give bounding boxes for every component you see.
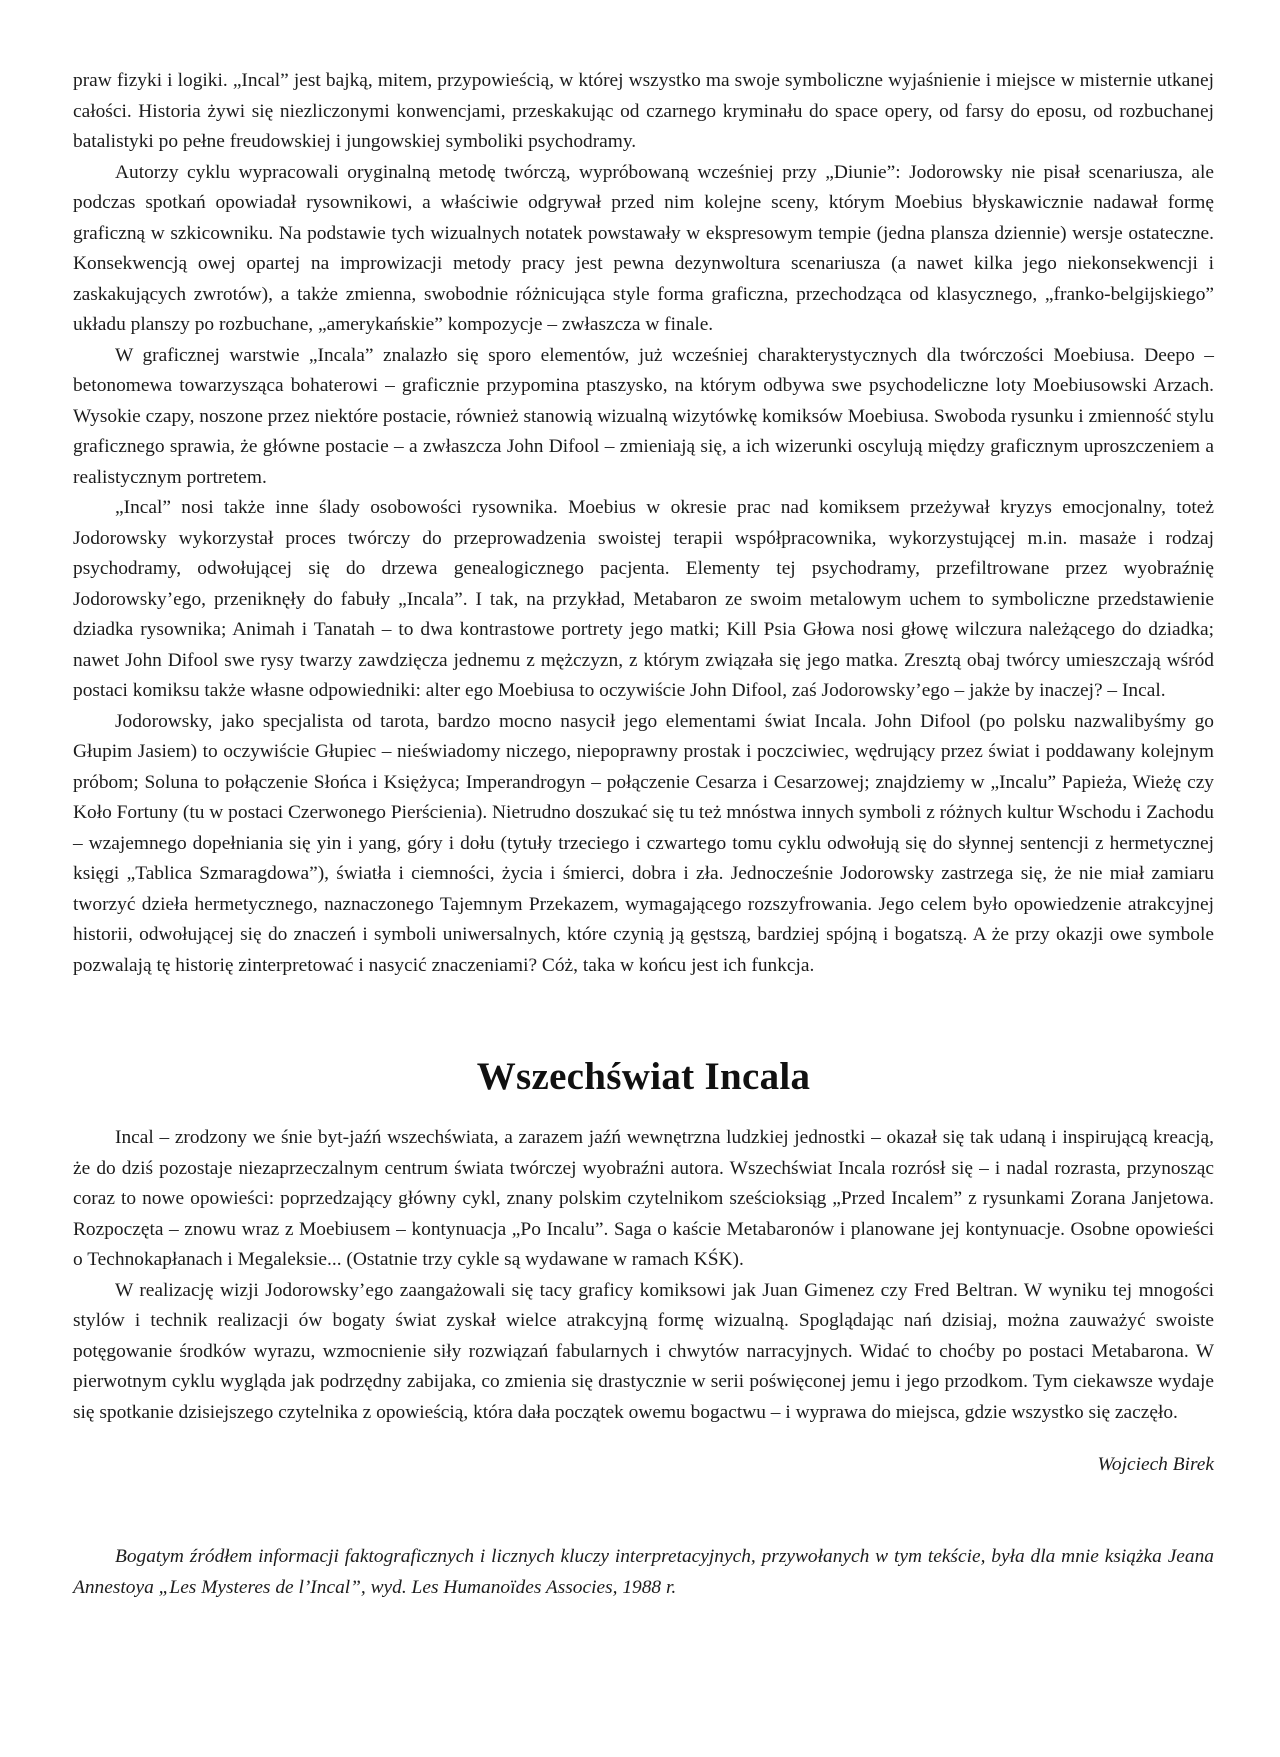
paragraph: Incal – zrodzony we śnie byt-jaźń wszechświata, a zarazem jaźń wewnętrzna ludzkiej jednostki – okazał się tak udaną i inspirującą kreacją, że do dziś pozostaje niezaprzeczalnym centrum świata twórczej wyobraźni autora. Wszechświat Incala rozrósł się – i nadal rozrasta, przynosząc coraz to nowe opowieści: poprzedzający główny cykl, znany polskim czytelnikom sześcioksiąg „Przed Incalem” z rysunkami Zorana Janjetowa. Rozpoczęta – znowu wraz z Moebiusem – kontynuacja „Po Incalu”. Saga o kaście Metabaronów i planowane jej kontynuacje. Osobne opowieści o Technokapłanach i Megaleksie... (Ostatnie trzy cykle są wydawane w ramach KŚK).: [73, 1127, 1214, 1270]
paragraph: W graficznej warstwie „Incala” znalazło się sporo elementów, już wcześniej charakterystycznych dla twórczości Moebiusa. Deepo – betonomewa towarzysząca bohaterowi – graficznie przypomina ptaszysko, na którym odbywa swe psychodeliczne loty Moebiusowski Arzach. Wysokie czapy, noszone przez niektóre postacie, również stanowią wizualną wizytówkę komiksów Moebiusa. Swoboda rysunku i zmienność stylu graficznego sprawia, że główne postacie – a zwłaszcza John Difool – zmieniają się, a ich wizerunki oscylują między graficznym uproszczeniem a realistycznym portretem.: [73, 344, 1214, 488]
paragraph: „Incal” nosi także inne ślady osobowości rysownika. Moebius w okresie prac nad komiksem przeżywał kryzys emocjonalny, toteż Jodorowsky wykorzystał proces twórczy do przeprowadzenia swoistej terapii współpracownika, wykorzystującej m.in. masaże i rodzaj psychodramy, odwołującej się do drzewa genealogicznego pacjenta. Elementy tej psychodramy, przefiltrowane przez wyobraźnię Jodorowsky’ego, przeniknęły do fabuły „Incala”. I tak, na przykład, Metabaron ze swoim metalowym uchem to symboliczne przedstawienie dziadka rysownika; Animah i Tanatah – to dwa kontrastowe portrety jego matki; Kill Psia Głowa nosi głowę wilczura należącego do dziadka; nawet John Difool swe rysy twarzy zawdzięcza jednemu z mężczyzn, z którym związała się jego matka. Zresztą obaj twórcy umieszczają wśród postaci komiksu także własne odpowiedniki: alter ego Moebiusa to oczywiście John Difool, zaś Jodorowsky’ego – jakże by inaczej? – Incal.: [73, 497, 1214, 701]
article-section-universe: [73, 1123, 1214, 1428]
source-footnote: Bogatym źródłem informacji faktograficznych i licznych kluczy interpretacyjnych, przywołanych w tym tekście, była dla mnie książka Jeana Annestoya „Les Mysteres de l’Incal”, wyd. Les Humanoïdes Associes, 1988 r.: [73, 1546, 1214, 1598]
article-page: [73, 66, 1214, 1603]
author-signature: Wojciech Birek: [1097, 1454, 1214, 1475]
article-section-tarot: [73, 66, 1214, 981]
paragraph: W realizację wizji Jodorowsky’ego zaangażowali się tacy graficy komiksowi jak Juan Gimenez czy Fred Beltran. W wyniku tej mnogości stylów i technik realizacji ów bogaty świat zyskał wielce atrakcyjną formę wizualną. Spoglądając nań dzisiaj, można zauważyć swoiste potęgowanie środków wyrazu, wzmocnienie siły rozwiązań fabularnych i chwytów narracyjnych. Widać to choćby po postaci Metabarona. W pierwotnym cyklu wygląda jak podrzędny zabijaka, co zmienia się drastycznie w serii poświęconej jemu i jego przodkom. Tym ciekawsze wydaje się spotkanie dzisiejszego czytelnika z opowieścią, która dała początek owemu bogactwu – i wyprawa do miejsca, gdzie wszystko się zaczęło.: [73, 1279, 1214, 1423]
paragraph: Autorzy cyklu wypracowali oryginalną metodę twórczą, wypróbowaną wcześniej przy „Diunie”: Jodorowsky nie pisał scenariusza, ale podczas spotkań opowiadał rysownikowi, a właściwie odgrywał przed nim kolejne sceny, którym Moebius błyskawicznie nadawał formę graficzną w szkicowniku. Na podstawie tych wizualnych notatek powstawały w ekspresowym tempie (jedna plansza dziennie) wersje ostateczne. Konsekwencją owej opartej na improwizacji metody pracy jest pewna dezynwoltura scenariusza (a nawet kilka jego niekonsekwencji i zaskakujących zwrotów), a także zmienna, swobodnie różnicująca style forma graficzna, przechodząca od klasycznego, „franko-belgijskiego” układu planszy po rozbuchane, „amerykańskie” kompozycje – zwłaszcza w finale.: [73, 161, 1214, 335]
paragraph: Jodorowsky, jako specjalista od tarota, bardzo mocno nasycił jego elementami świat Incala. John Difool (po polsku nazwalibyśmy go Głupim Jasiem) to oczywiście Głupiec – nieświadomy niczego, niepoprawny prostak i poczciwiec, wędrujący przez świat i poddawany kolejnym próbom; Soluna to połączenie Słońca i Księżyca; Imperandrogyn – połączenie Cesarza i Cesarzowej; znajdziemy w „Incalu” Papieża, Wieżę czy Koło Fortuny (tu w postaci Czerwonego Pierścienia). Nietrudno doszukać się tu też mnóstwa innych symboli z różnych kultur Wschodu i Zachodu – wzajemnego dopełniania się yin i yang, góry i dołu (tytuły trzeciego i czwartego tomu cyklu odwołują się do słynnej sentencji z hermetycznej księgi „Tablica Szmaragdowa”), światła i ciemności, życia i śmierci, dobra i zła. Jednocześnie Jodorowsky zastrzega się, że nie miał zamiaru tworzyć dzieła hermetycznego, naznaczonego Tajemnym Przekazem, wymagającego rozszyfrowania. Jego celem było opowiedzenie atrakcyjnej historii, odwołującej się do znaczeń i symboli uniwersalnych, które czynią ją gęstszą, bardziej spójną i bogatszą. A że przy okazji owe symbole pozwalają tę historię zinterpretować i nasycić znaczeniami? Cóż, taka w końcu jest ich funkcja.: [73, 710, 1214, 976]
paragraph: praw fizyki i logiki. „Incal” jest bajką, mitem, przypowieścią, w której wszystko ma swoje symboliczne wyjaśnienie i miejsce w misternie utkanej całości. Historia żywi się niezliczonymi konwencjami, przeskakując od czarnego kryminału do space opery, od farsy do eposu, od rozbuchanej batalistyki po pełne freudowskiej i jungowskiej symboliki psychodramy.: [73, 70, 1214, 152]
section-heading: Wszechświat Incala: [476, 1055, 811, 1098]
